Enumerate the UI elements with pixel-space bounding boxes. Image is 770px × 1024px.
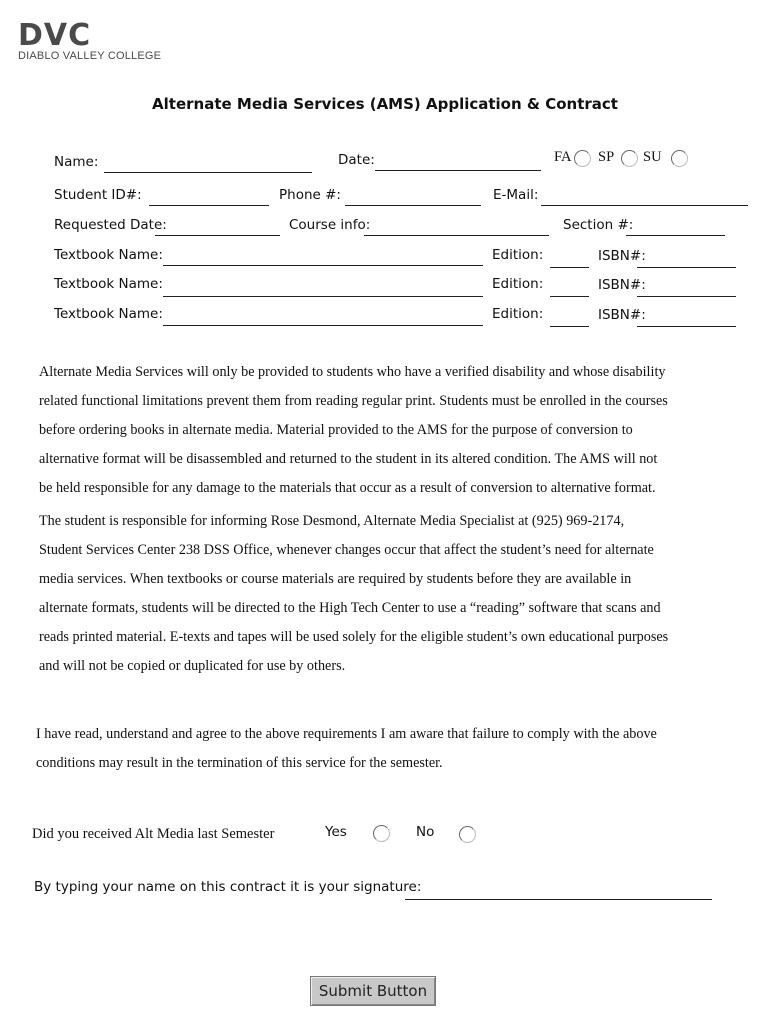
- textbook-1-label: Textbook Name:: [54, 247, 163, 263]
- yes-label: Yes: [325, 824, 347, 840]
- name-field[interactable]: [104, 172, 312, 173]
- name-label: Name:: [54, 154, 99, 170]
- term-su-label: SU: [643, 149, 662, 165]
- term-fa-radio[interactable]: [574, 150, 591, 167]
- page-title: Alternate Media Services (AMS) Application & Contract: [152, 95, 618, 113]
- paragraph-line: related functional limitations prevent them from reading regular print. Students must be enrolled in the courses: [39, 393, 668, 409]
- course-info-field[interactable]: [364, 235, 549, 236]
- textbook-2-field[interactable]: [163, 296, 483, 297]
- paragraph-line: The student is responsible for informing Rose Desmond, Alternate Media Specialist at (925) 969-2174,: [39, 513, 625, 529]
- paragraph-line: media services. When textbooks or course materials are required by students before they are available in: [39, 571, 632, 587]
- paragraph-line: conditions may result in the termination of this service for the semester.: [36, 755, 443, 771]
- email-label: E-Mail:: [493, 187, 539, 203]
- edition-3-field[interactable]: [550, 326, 589, 327]
- no-label: No: [416, 824, 435, 840]
- student-id-label: Student ID#:: [54, 187, 142, 203]
- term-fa-label: FA: [554, 149, 572, 165]
- paragraph-line: Student Services Center 238 DSS Office, whenever changes occur that affect the student’s need for alternate: [39, 542, 654, 558]
- alt-media-question: Did you received Alt Media last Semester: [32, 826, 275, 842]
- paragraph-line: alternate formats, students will be directed to the High Tech Center to use a “reading” software that scans and: [39, 600, 661, 616]
- date-field[interactable]: [375, 170, 541, 171]
- section-label: Section #:: [563, 217, 634, 233]
- yes-radio[interactable]: [373, 825, 390, 842]
- edition-1-label: Edition:: [492, 247, 544, 263]
- signature-label: By typing your name on this contract it is your signature:: [34, 879, 422, 895]
- policy-paragraph: [39, 358, 668, 503]
- isbn-1-label: ISBN#:: [598, 248, 646, 264]
- term-sp-radio[interactable]: [621, 150, 638, 167]
- term-su-radio[interactable]: [671, 150, 688, 167]
- email-field[interactable]: [541, 205, 748, 206]
- responsibility-paragraph: [39, 507, 668, 681]
- phone-field[interactable]: [345, 205, 481, 206]
- edition-2-label: Edition:: [492, 276, 544, 292]
- paragraph-line: I have read, understand and agree to the above requirements I am aware that failure to comply with the above: [36, 726, 657, 742]
- paragraph-line: reads printed material. E-texts and tapes will be used solely for the eligible student’s own educational purposes: [39, 629, 669, 645]
- isbn-1-field[interactable]: [637, 267, 736, 268]
- term-sp-label: SP: [598, 149, 615, 165]
- edition-2-field[interactable]: [550, 296, 589, 297]
- paragraph-line: alternative format will be disassembled and returned to the student in its altered condition. The AMS will not: [39, 451, 658, 467]
- section-field[interactable]: [626, 235, 725, 236]
- date-label: Date:: [338, 152, 375, 168]
- no-radio[interactable]: [459, 826, 476, 843]
- textbook-2-label: Textbook Name:: [54, 276, 163, 292]
- edition-1-field[interactable]: [550, 267, 589, 268]
- isbn-2-field[interactable]: [637, 296, 736, 297]
- course-info-label: Course info:: [289, 217, 371, 233]
- textbook-3-label: Textbook Name:: [54, 306, 163, 322]
- phone-label: Phone #:: [279, 187, 341, 203]
- requested-date-field[interactable]: [155, 235, 280, 236]
- student-id-field[interactable]: [149, 205, 269, 206]
- edition-3-label: Edition:: [492, 306, 544, 322]
- paragraph-line: and will not be copied or duplicated for use by others.: [39, 658, 346, 674]
- signature-field[interactable]: [405, 899, 712, 900]
- agreement-paragraph: [36, 720, 657, 778]
- textbook-1-field[interactable]: [163, 265, 483, 266]
- textbook-3-field[interactable]: [163, 325, 483, 326]
- submit-button[interactable]: Submit Button: [310, 976, 436, 1006]
- paragraph-line: be held responsible for any damage to the materials that occur as a result of conversion to alternative format.: [39, 480, 656, 496]
- requested-date-label: Requested Date:: [54, 217, 167, 233]
- isbn-3-field[interactable]: [637, 326, 736, 327]
- isbn-3-label: ISBN#:: [598, 307, 646, 323]
- paragraph-line: before ordering books in alternate media. Material provided to the AMS for the purpose of conversion to: [39, 422, 633, 438]
- college-name: DIABLO VALLEY COLLEGE: [18, 50, 162, 62]
- isbn-2-label: ISBN#:: [598, 277, 646, 293]
- college-logo: DVC: [18, 18, 92, 53]
- paragraph-line: Alternate Media Services will only be provided to students who have a verified disability and whose disability: [39, 364, 666, 380]
